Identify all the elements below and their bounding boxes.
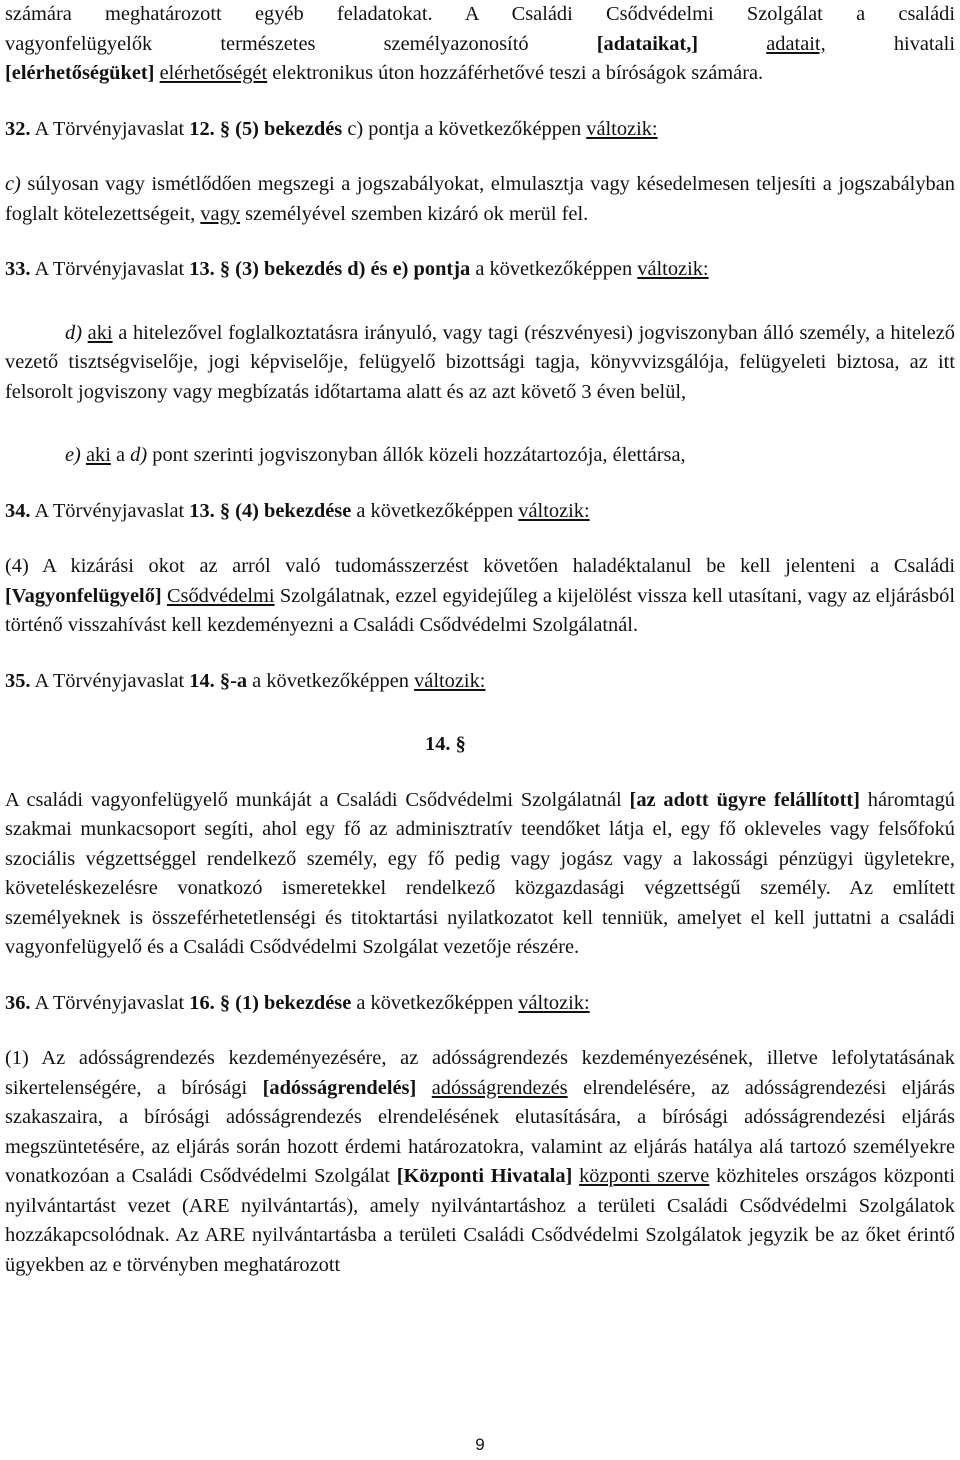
amendment-number: 36.: [5, 991, 31, 1014]
amendment-body-36: [5, 1044, 955, 1280]
text: Szolgálatnak, ezzel egyidejűleg a kijelölést vissza kell utasítani, vagy az eljárásból történő visszahívást kell kezdeményezni a Családi Csődvédelmi Szolgálatnál.: [5, 584, 955, 636]
text: pont szerinti jogviszonyban állók közeli hozzátartozója, élettársa,: [152, 444, 686, 466]
point-label: e): [65, 444, 81, 466]
deleted-text: [elérhetőségüket]: [5, 62, 155, 84]
inserted-text: adatait,: [766, 32, 826, 55]
amendment-number: 35.: [5, 669, 31, 692]
amendment-point-e: [5, 441, 955, 471]
amendment-body-34: [5, 552, 955, 641]
continuation-paragraph: [5, 0, 955, 89]
text: a: [115, 444, 126, 466]
section-title: [5, 730, 955, 760]
text: A Törvényjavaslat: [34, 669, 185, 692]
text: hivatali: [893, 32, 955, 55]
deleted-text: [adataikat,]: [596, 32, 699, 55]
amendment-number: 32.: [5, 117, 31, 140]
text: (1) Az adósságrendezés kezdeményezésére, az adósságrendezés kezdeményezésének, illetve lefolytatásának sikertelenségére, a bírósági: [5, 1047, 955, 1099]
amendment-body-32: [5, 170, 955, 229]
text: a következőképpen: [252, 669, 409, 692]
inserted-text: elérhetőségét: [159, 62, 268, 84]
document-page: [5, 0, 955, 1280]
page-number: 9: [475, 1435, 485, 1454]
deleted-text: [adósságrendelés]: [262, 1076, 417, 1099]
text: (4) A kizárási okot az arról való tudomásszerzést követően haladéktalanul be kell jelenteni a Családi: [5, 555, 955, 577]
change-label: változik:: [637, 258, 709, 280]
amendment-heading-36: [5, 989, 955, 1019]
text: súlyosan vagy ismétlődően megszegi a jogszabályokat, elmulasztja vagy késedelmesen teljesíti a jogszabályban foglalt kötelezettségeit,: [5, 173, 955, 225]
section-title-text: 14. §: [425, 733, 466, 755]
section-reference: 13. § (3) bekezdés d) és e) pontja: [189, 258, 471, 280]
text: A Törvényjavaslat: [34, 499, 185, 522]
amendment-number: 34.: [5, 499, 31, 522]
deleted-text: [Központi Hivatala]: [396, 1165, 573, 1187]
section-reference: 16. § (1) bekezdése: [189, 991, 352, 1014]
inserted-text: aki: [87, 321, 113, 344]
deleted-text: [Vagyonfelügyelő]: [5, 584, 162, 607]
deleted-text: [az adott ügyre felállított]: [629, 788, 860, 811]
amendment-point-d: [5, 319, 955, 408]
amendment-body-35: [5, 786, 955, 963]
text: vagyonfelügyelők természetes személyazonosító: [5, 32, 529, 55]
section-reference: 13. § (4) bekezdése: [189, 499, 352, 522]
text: elrendelésére, az adósságrendezési eljárás szakaszaira, a bírósági adósságrendezés elrendelésének elutasítására, a bírósági adósságrendezési eljárás megszüntetésére, az eljárás során hozott érdemi határozatokra, valamint az eljárás hatálya alá tartozó személyekre vonatkozóan a Családi Csődvédelmi Szolgálat: [5, 1076, 955, 1187]
inserted-text: központi szerve: [579, 1165, 710, 1187]
section-reference: 14. §-a: [189, 669, 248, 692]
change-label: változik:: [518, 991, 590, 1014]
text: a következőképpen: [356, 991, 514, 1014]
amendment-heading-32: [5, 115, 955, 145]
text: a következőképpen: [356, 499, 514, 522]
text: háromtagú szakmai munkacsoport segíti, ahol egy fő az adminisztratív teendőket látja el, egy fő okleveles vagy felsőfokú szociális végzettséggel rendelkező személy, egy fő pedig vagy jogász vagy a lakossági pénzügyi ügyletekre, követeléskezelésre vonatkozó ismeretekkel rendelkező közgazdasági végzettségű személy. Az említett személyeknek is összeférhetetlenségi és titoktartási nyilatkozatot kell tenniük, amelyet el kell juttatni a családi vagyonfelügyelő és a Családi Csődvédelmi Szolgálat vezetője részére.: [5, 788, 955, 958]
text: A Törvényjavaslat: [34, 117, 185, 140]
change-label: változik:: [414, 669, 486, 692]
inserted-text: aki: [85, 444, 111, 466]
text: elektronikus úton hozzáférhetővé teszi a bíróságok számára.: [272, 62, 764, 84]
point-label: c): [5, 173, 21, 195]
text: személyével szemben kizáró ok merül fel.: [245, 202, 589, 225]
text: közhiteles országos központi nyilvántartást vezet (ARE nyilvántartás), amely nyilvántartáshoz a területi Családi Csődvédelmi Szolgálatok hozzákapcsolódnak. Az ARE nyilvántartásba a területi Családi Csődvédelmi Szolgálatok jegyzik be az őket érintő ügyekben az e törvényben meghatározott: [5, 1165, 955, 1276]
amendment-heading-34: [5, 497, 955, 527]
amendment-heading-33: [5, 255, 955, 285]
section-reference: 12. § (5) bekezdés: [189, 117, 343, 140]
amendment-number: 33.: [5, 258, 31, 280]
point-reference: d): [130, 444, 148, 466]
text-line: [5, 30, 955, 60]
point-label: d): [65, 321, 82, 344]
change-label: változik:: [518, 499, 590, 522]
inserted-text: vagy: [200, 202, 240, 225]
amendment-heading-35: [5, 667, 955, 697]
text: a következőképpen: [475, 258, 633, 280]
text: A Törvényjavaslat: [34, 991, 185, 1014]
inserted-text: Csődvédelmi: [166, 584, 275, 607]
change-label: változik:: [586, 117, 658, 140]
text: számára meghatározott egyéb feladatokat. A Családi Csődvédelmi Szolgálat a családi: [5, 3, 955, 25]
text-line: [5, 59, 955, 89]
text: A Törvényjavaslat: [34, 258, 185, 280]
text: A családi vagyonfelügyelő munkáját a Családi Csődvédelmi Szolgálatnál: [5, 788, 622, 811]
text: a hitelezővel foglalkoztatásra irányuló, vagy tagi (részvényesi) jogviszonyban álló személy, a hitelező vezető tisztségviselője, jogi képviselője, felügyelő bizottsági tagja, könyvvizsgálója, felügyeleti biztosa, az itt felsorolt jogviszony vagy megbízatás időtartama alatt és az azt követő 3 éven belül,: [5, 321, 955, 403]
text: c) pontja a következőképpen: [347, 117, 582, 140]
inserted-text: adósságrendezés: [431, 1076, 568, 1099]
